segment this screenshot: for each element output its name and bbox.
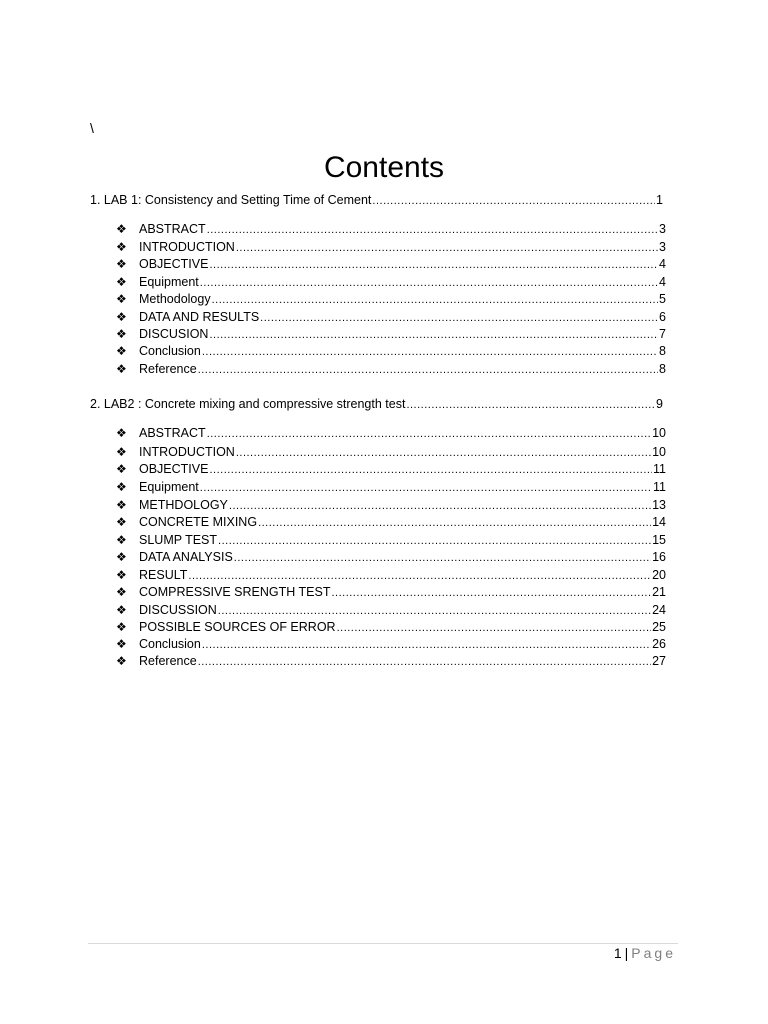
- diamond-bullet-icon: ❖: [116, 654, 127, 668]
- dot-leader: [212, 292, 658, 309]
- toc-item[interactable]: [116, 567, 666, 585]
- diamond-bullet-icon: ❖: [116, 327, 127, 341]
- toc-item-label: OBJECTIVE: [139, 257, 209, 271]
- toc-section-lab2[interactable]: [90, 396, 663, 414]
- toc-item[interactable]: [116, 653, 666, 671]
- toc-item-label: INTRODUCTION: [139, 445, 235, 459]
- dot-leader: [234, 550, 651, 567]
- dot-leader: [236, 240, 658, 257]
- dot-leader: [236, 445, 651, 462]
- toc-page-number: 21: [652, 585, 666, 599]
- page-title: Contents: [323, 151, 445, 184]
- toc-page-number: 8: [659, 362, 666, 376]
- dot-leader: [218, 533, 651, 550]
- toc-item-label: POSSIBLE SOURCES OF ERROR: [139, 620, 336, 634]
- dot-leader: [229, 498, 651, 515]
- toc-item-label: Reference: [139, 654, 197, 668]
- toc-item[interactable]: [116, 514, 666, 532]
- toc-page-number: 11: [653, 462, 666, 476]
- toc-item-label: Methodology: [139, 292, 211, 306]
- toc-page-number: 1: [656, 193, 663, 207]
- diamond-bullet-icon: ❖: [116, 445, 127, 459]
- toc-item[interactable]: [116, 239, 666, 257]
- toc-item[interactable]: [116, 636, 666, 654]
- diamond-bullet-icon: ❖: [116, 603, 127, 617]
- toc-item[interactable]: [116, 291, 666, 309]
- footer-page-number: 1: [613, 945, 622, 961]
- toc-item[interactable]: [116, 619, 666, 637]
- toc-item[interactable]: [116, 549, 666, 567]
- toc-item-label: COMPRESSIVE SRENGTH TEST: [139, 585, 331, 599]
- dot-leader: [198, 362, 658, 379]
- toc-page-number: 6: [659, 310, 666, 324]
- page-footer: [614, 944, 676, 962]
- diamond-bullet-icon: ❖: [116, 257, 127, 271]
- dot-leader: [209, 327, 658, 344]
- toc-item-label: SLUMP TEST: [139, 533, 218, 547]
- toc-item-label: Equipment: [139, 480, 199, 494]
- diamond-bullet-icon: ❖: [116, 480, 127, 494]
- toc-page-number: 24: [652, 603, 666, 617]
- diamond-bullet-icon: ❖: [116, 240, 127, 254]
- diamond-bullet-icon: ❖: [116, 362, 127, 376]
- toc-page-number: 26: [652, 637, 666, 651]
- toc-section-lab1[interactable]: [90, 192, 663, 210]
- toc-item-label: RESULT: [139, 568, 188, 582]
- toc-item-label: OBJECTIVE: [139, 462, 209, 476]
- toc-page-number: 3: [659, 240, 666, 254]
- toc-page-number: 25: [652, 620, 666, 634]
- toc-page-number: 27: [652, 654, 666, 668]
- diamond-bullet-icon: ❖: [116, 222, 127, 236]
- toc-page-number: 10: [652, 445, 666, 459]
- toc-page-number: 14: [652, 515, 666, 529]
- toc-item-label: METHDOLOGY: [139, 498, 228, 512]
- diamond-bullet-icon: ❖: [116, 498, 127, 512]
- toc-item[interactable]: [116, 221, 666, 239]
- diamond-bullet-icon: ❖: [116, 292, 127, 306]
- toc-item-label: ABSTRACT: [139, 222, 206, 236]
- dot-leader: [202, 344, 658, 361]
- dot-leader: [200, 480, 652, 497]
- diamond-bullet-icon: ❖: [116, 275, 127, 289]
- toc-page-number: 5: [659, 292, 666, 306]
- toc-page-number: 4: [659, 275, 666, 289]
- toc-item[interactable]: [116, 326, 666, 344]
- toc-item[interactable]: [116, 602, 666, 620]
- toc-item[interactable]: [116, 532, 666, 550]
- toc-item[interactable]: [116, 256, 666, 274]
- toc-section-label: 2. LAB2 : Concrete mixing and compressive strength test: [90, 397, 406, 411]
- diamond-bullet-icon: ❖: [116, 426, 127, 440]
- toc-item[interactable]: [116, 309, 666, 327]
- diamond-bullet-icon: ❖: [116, 637, 127, 651]
- dot-leader: [406, 397, 655, 414]
- dot-leader: [200, 275, 658, 292]
- dot-leader: [207, 426, 651, 443]
- stray-backslash: \: [90, 120, 94, 136]
- toc-item[interactable]: [116, 584, 666, 602]
- toc-item[interactable]: [116, 343, 666, 361]
- dot-leader: [337, 620, 652, 637]
- dot-leader: [202, 637, 651, 654]
- toc-item-label: DATA ANALYSIS: [139, 550, 233, 564]
- toc-page-number: 4: [659, 257, 666, 271]
- diamond-bullet-icon: ❖: [116, 568, 127, 582]
- footer-separator: |: [624, 945, 629, 961]
- toc-item[interactable]: [116, 361, 666, 379]
- toc-item-label: ABSTRACT: [139, 426, 206, 440]
- toc-page-number: 11: [653, 480, 666, 494]
- toc-item[interactable]: [116, 461, 666, 479]
- toc-item-label: Conclusion: [139, 344, 201, 358]
- toc-page-number: 15: [652, 533, 666, 547]
- toc-item-label: Reference: [139, 362, 197, 376]
- diamond-bullet-icon: ❖: [116, 310, 127, 324]
- diamond-bullet-icon: ❖: [116, 585, 127, 599]
- diamond-bullet-icon: ❖: [116, 533, 127, 547]
- toc-section-label: 1. LAB 1: Consistency and Setting Time of Cement: [90, 193, 372, 207]
- toc-item-label: DISCUSION: [139, 327, 209, 341]
- toc-item-label: DATA AND RESULTS: [139, 310, 260, 324]
- toc-item[interactable]: [116, 274, 666, 292]
- dot-leader: [258, 515, 651, 532]
- toc-item-label: INTRODUCTION: [139, 240, 235, 254]
- toc-page-number: 16: [652, 550, 666, 564]
- toc-page-number: 10: [652, 426, 666, 440]
- toc-item[interactable]: [116, 425, 666, 443]
- toc-item[interactable]: [116, 479, 666, 497]
- toc-item-label: DISCUSSION: [139, 603, 217, 617]
- toc-page-number: 9: [656, 397, 663, 411]
- dot-leader: [331, 585, 651, 602]
- toc-item[interactable]: [116, 497, 666, 515]
- dot-leader: [218, 603, 651, 620]
- diamond-bullet-icon: ❖: [116, 515, 127, 529]
- toc-page-number: 13: [652, 498, 666, 512]
- dot-leader: [188, 568, 651, 585]
- dot-leader: [209, 462, 652, 479]
- diamond-bullet-icon: ❖: [116, 620, 127, 634]
- diamond-bullet-icon: ❖: [116, 462, 127, 476]
- dot-leader: [209, 257, 658, 274]
- toc-item[interactable]: [116, 444, 666, 462]
- dot-leader: [372, 193, 655, 210]
- diamond-bullet-icon: ❖: [116, 550, 127, 564]
- toc-page-number: 20: [652, 568, 666, 582]
- dot-leader: [260, 310, 658, 327]
- dot-leader: [198, 654, 651, 671]
- toc-page-number: 8: [659, 344, 666, 358]
- footer-rule: [88, 943, 678, 944]
- dot-leader: [207, 222, 658, 239]
- toc-item-label: CONCRETE MIXING: [139, 515, 258, 529]
- toc-page-number: 7: [659, 327, 666, 341]
- diamond-bullet-icon: ❖: [116, 344, 127, 358]
- footer-page-word: Page: [631, 945, 676, 961]
- toc-item-label: Equipment: [139, 275, 199, 289]
- toc-item-label: Conclusion: [139, 637, 201, 651]
- toc-page-number: 3: [659, 222, 666, 236]
